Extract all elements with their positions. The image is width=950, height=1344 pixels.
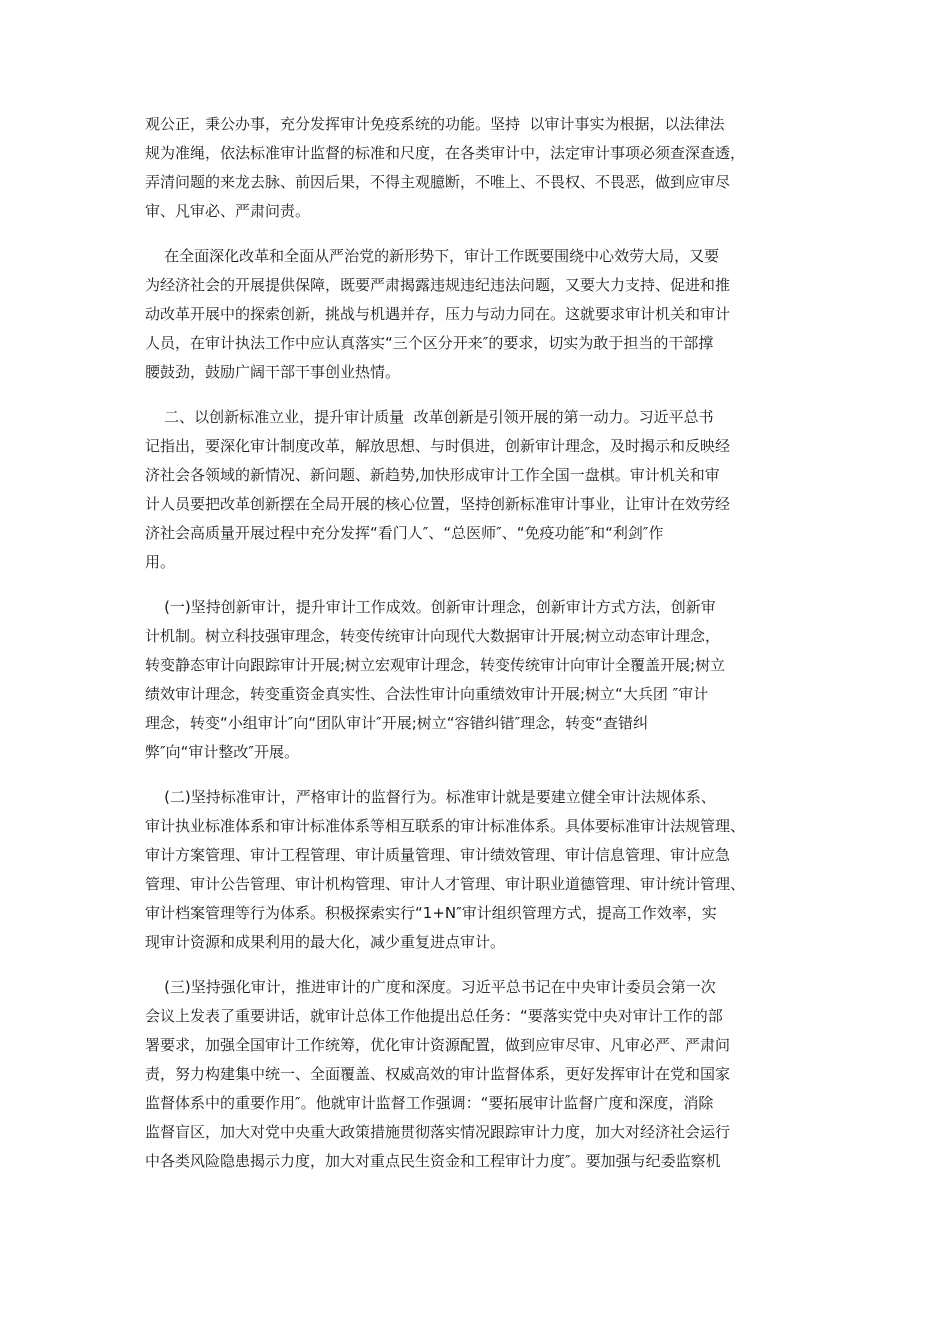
paragraph-6 [145, 973, 805, 1176]
text-line: 审、凡审必、严肃问责。 [145, 202, 311, 220]
text-line: 动改革开展中的探索创新，挑战与机遇并存，压力与动力同在。这就要求审计机关和审计 [145, 305, 731, 323]
text-line: 中各类风险隐患揭示力度，加大对重点民生资金和工程审计力度″。要加强与纪委监察机 [145, 1152, 721, 1170]
text-line: 观公正，秉公办事，充分发挥审计免疫系统的功能。坚持 以审计事实为根据，以法律法 [145, 115, 725, 133]
text-line: 审计档案管理等行为体系。积极探索实行“1+N″审计组织管理方式，提高工作效率，实 [145, 904, 717, 922]
text-line: 会议上发表了重要讲话，就审计总体工作他提出总任务：“要落实党中央对审计工作的部 [145, 1007, 723, 1025]
text-line: 监督盲区，加大对党中央重大政策措施贯彻落实情况跟踪审计力度，加大对经济社会运行 [145, 1123, 731, 1141]
text-line: 济社会各领域的新情况、新问题、新趋势,加快形成审计工作全国一盘棋。审计机关和审 [145, 466, 720, 484]
text-line: 署要求，加强全国审计工作统筹，优化审计资源配置，做到应审尽审、凡审必严、严肃问 [145, 1036, 731, 1054]
text-line: (一)坚持创新审计，提升审计工作成效。创新审计理念，创新审计方式方法，创新审 [145, 598, 716, 616]
paragraph-gap [145, 387, 805, 403]
paragraph-2 [145, 242, 805, 387]
text-line: 二、以创新标准立业，提升审计质量 改革创新是引领开展的第一动力。习近平总书 [145, 408, 714, 426]
text-line: 理念，转变“小组审计″向“团队审计″开展;树立“容错纠错″理念，转变“查错纠 [145, 714, 648, 732]
text-line: 弄清问题的来龙去脉、前因后果，不得主观臆断，不唯上、不畏权、不畏恶，做到应审尽 [145, 173, 731, 191]
text-line: 现审计资源和成果利用的最大化，减少重复进点审计。 [145, 933, 506, 951]
paragraph-1 [145, 110, 805, 226]
text-line: (三)坚持强化审计，推进审计的广度和深度。习近平总书记在中央审计委员会第一次 [145, 978, 716, 996]
paragraph-gap [145, 577, 805, 593]
paragraph-gap [145, 957, 805, 973]
text-line: 腰鼓劲，鼓励广阔干部干事创业热情。 [145, 363, 401, 381]
paragraph-5 [145, 783, 805, 957]
paragraph-4 [145, 593, 805, 767]
text-line: 弊″向“审计整改″开展。 [145, 743, 299, 761]
text-line: 计人员要把改革创新摆在全局开展的核心位置，坚持创新标准审计事业，让审计在效劳经 [145, 495, 731, 513]
text-line: (二)坚持标准审计，严格审计的监督行为。标准审计就是要建立健全审计法规体系、 [145, 788, 716, 806]
text-line: 用。 [145, 553, 176, 571]
text-line: 绩效审计理念，转变重资金真实性、合法性审计向重绩效审计开展;树立“大兵团 ″审计 [145, 685, 709, 703]
text-line: 监督体系中的重要作用″。他就审计监督工作强调：“要拓展审计监督广度和深度，消除 [145, 1094, 714, 1112]
text-line: 记指出，要深化审计制度改革，解放思想、与时俱进，创新审计理念，及时揭示和反映经 [145, 437, 731, 455]
paragraph-3 [145, 403, 805, 577]
text-line: 管理、审计公告管理、审计机构管理、审计人才管理、审计职业道德管理、审计统计管理、 [145, 875, 746, 893]
text-line: 在全面深化改革和全面从严治党的新形势下，审计工作既要围绕中心效劳大局，又要 [145, 247, 720, 265]
text-line: 为经济社会的开展提供保障，既要严肃揭露违规违纪违法问题，又要大力支持、促进和推 [145, 276, 731, 294]
text-line: 计机制。树立科技强审理念，转变传统审计向现代大数据审计开展;树立动态审计理念， [145, 627, 721, 645]
text-line: 人员，在审计执法工作中应认真落实“三个区分开来″的要求，切实为敢于担当的干部撑 [145, 334, 714, 352]
text-line: 转变静态审计向跟踪审计开展;树立宏观审计理念，转变传统审计向审计全覆盖开展;树立 [145, 656, 726, 674]
paragraph-gap [145, 226, 805, 242]
document-page [145, 110, 805, 1176]
text-line: 规为准绳，依法标准审计监督的标准和尺度，在各类审计中，法定审计事项必须查深查透， [145, 144, 746, 162]
text-line: 审计执业标准体系和审计标准体系等相互联系的审计标准体系。具体要标准审计法规管理、 [145, 817, 746, 835]
text-line: 责，努力构建集中统一、全面覆盖、权威高效的审计监督体系，更好发挥审计在党和国家 [145, 1065, 731, 1083]
text-line: 济社会高质量开展过程中充分发挥“看门人″、“总医师″、“免疫功能″和“利剑″作 [145, 524, 664, 542]
text-line: 审计方案管理、审计工程管理、审计质量管理、审计绩效管理、审计信息管理、审计应急 [145, 846, 731, 864]
paragraph-gap [145, 767, 805, 783]
